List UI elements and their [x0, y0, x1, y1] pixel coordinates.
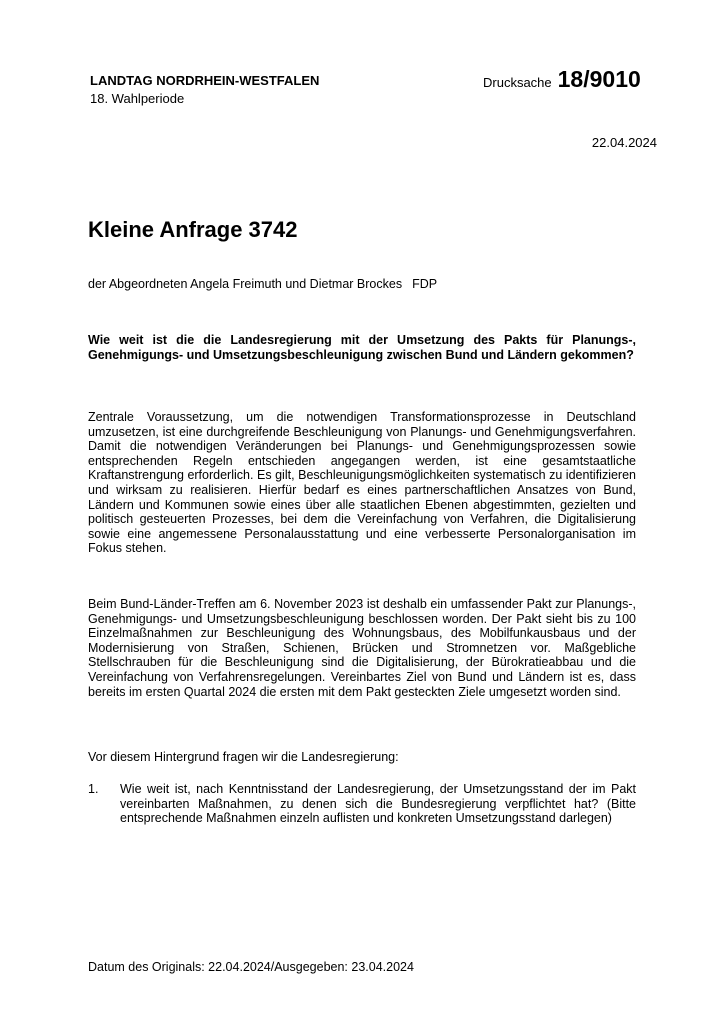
footer-dates: Datum des Originals: 22.04.2024/Ausgegeben: 23.04.2024	[88, 960, 414, 974]
document-number	[483, 66, 641, 93]
electoral-period: 18. Wahlperiode	[90, 91, 185, 106]
drucksache-label: Drucksache	[483, 75, 552, 90]
party-label: FDP	[412, 277, 438, 291]
question-item	[88, 782, 636, 826]
paragraph-2: Beim Bund-Länder-Treffen am 6. November 2023 ist deshalb ein umfassender Pakt zur Planungs-, Genehmigungs- und Umsetzungsbeschleunigung beschlossen worden. Der Pakt sieht bis zu 100 Einzelmaßnahmen zur Beschleunigung des Wohnungsbaus, des Mobilfunkausbaus und der Modernisierung von Straßen, Schienen, Brücken und Stromnetzen vor. Maßgebliche Stellschrauben für die Beschleunigung sind die Digitalisierung, der Bürokratieabbau und die Vereinfachung von Verfahrensregelungen. Vereinbartes Ziel von Bund und Ländern ist es, dass bereits im ersten Quartal 2024 die ersten mit dem Pakt gesteckten Ziele umgesetzt worden sind.	[88, 597, 636, 699]
authors-line	[88, 277, 437, 291]
document-title: Kleine Anfrage 3742	[88, 217, 298, 242]
question-number: 1.	[88, 782, 99, 796]
drucksache-number: 18/9010	[557, 66, 641, 92]
questions-intro: Vor diesem Hintergrund fragen wir die Landesregierung:	[88, 750, 399, 764]
parliament-name: LANDTAG NORDRHEIN-WESTFALEN	[90, 73, 320, 88]
paragraph-1: Zentrale Voraussetzung, um die notwendigen Transformationsprozesse in Deutschland umzusetzen, ist eine durchgreifende Beschleunigung von Planungs- und Genehmigungsverfahren. Damit die notwendigen Veränderungen bei Planungs- und Genehmigungsprozessen sowie entsprechenden Regeln entschieden angegangen werden, ist eine gesamtstaatliche Kraftanstrengung erforderlich. Es gilt, Beschleunigungsmöglichkeiten systematisch zu identifizieren und wirksam zu realisieren. Hierfür bedarf es eines partnerschaftlichen Ansatzes von Bund, Ländern und Kommunen sowie eines über alle staatlichen Ebenen abgestimmten, gezielten und politisch gesteuerten Prozesses, bei dem die Vereinfachung von Verfahren, die Digitalisierung sowie eine angemessene Personalausstattung und eine verbesserte Personalorganisation im Fokus stehen.	[88, 410, 636, 556]
question-text: Wie weit ist, nach Kenntnisstand der Landesregierung, der Umsetzungsstand der im Pakt vereinbarten Maßnahmen, zu denen sich die Bundesregierung verpflichtet hat? (Bitte entsprechende Maßnahmen einzeln auflisten und konkreten Umsetzungsstand darlegen)	[120, 782, 636, 826]
inquiry-question: Wie weit ist die die Landesregierung mit der Umsetzung des Pakts für Planungs-, Genehmigungs- und Umsetzungsbeschleunigung zwischen Bund und Ländern gekommen?	[88, 333, 636, 362]
document-date: 22.04.2024	[591, 135, 657, 150]
authors-text: der Abgeordneten Angela Freimuth und Dietmar Brockes	[88, 277, 403, 291]
